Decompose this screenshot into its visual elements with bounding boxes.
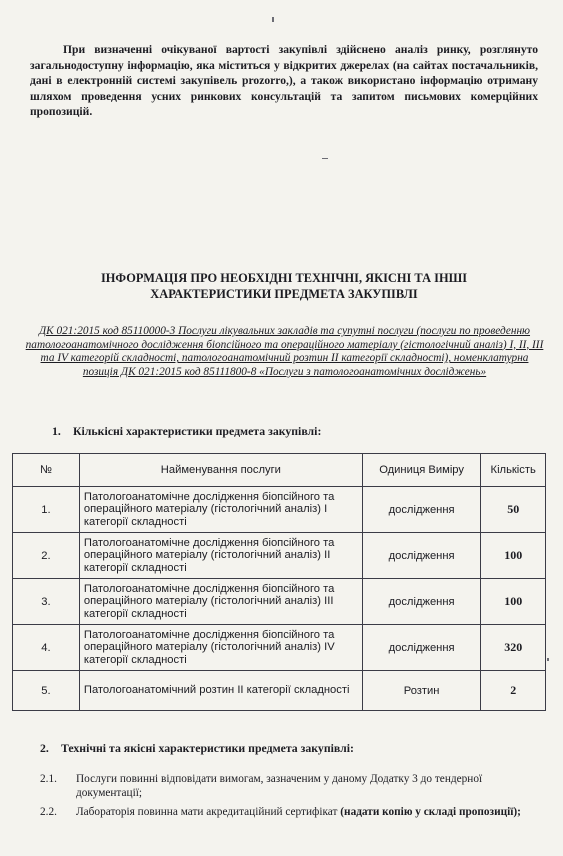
heading-line-1: ІНФОРМАЦІЯ ПРО НЕОБХІДНІ ТЕХНІЧНІ, ЯКІСНІ ТА ІНШІ [100,271,468,285]
item-text [40,805,530,819]
cell-qty: 320 [481,625,546,671]
item-text-bold: (надати копію у складі пропозиції); [340,806,521,818]
table-row [13,625,546,671]
list-item [40,772,530,800]
list-item [40,805,530,819]
cell-name: Патологоанатомічне дослідження біопсійного та операційного матеріалу (гістологічний аналіз) ІІІ категорії складності [79,579,362,625]
section-title-text: Кількісні характеристики предмета закупівлі: [72,424,322,438]
cell-no: 5. [13,671,80,711]
cell-qty: 100 [481,579,546,625]
item-number: 2.2. [40,806,57,818]
section-1-title [52,424,321,439]
table-row [13,533,546,579]
cell-name: Патологоанатомічне дослідження біопсійного та операційного матеріалу (гістологічний аналіз) І категорії складності [79,487,362,533]
scan-mark [547,658,549,661]
section-title-text: Технічні та якісні характеристики предмета закупівлі: [60,741,354,755]
scan-mark [322,158,328,159]
cell-name: Патологоанатомічне дослідження біопсійного та операційного матеріалу (гістологічний аналіз) ІІ категорії складності [79,533,362,579]
cell-unit: дослідження [362,625,481,671]
section-number: 1. [52,424,61,438]
dk-code-paragraph: ДК 021:2015 код 85110000-3 Послуги лікувальних закладів та супутні послуги (послуги по проведенню патологоанатомічного дослідження біопсійного та операційного матеріалу (гістологічний аналіз) І, ІІ, ІІІ та ІV категорій складності, патологоанатомічний розтин ІІ категорії складності), номенклатурна позиція ДК 021:2015 код 85111800-8 «Послуги з патологоанатомічних досліджень» [25,325,544,378]
intro-paragraph: При визначенні очікуваної вартості закупівлі здійснено аналіз ринку, розглянуто загальнодоступну інформацію, яка міститься у відкритих джерелах (на сайтах постачальників, дані в електронній системі закупівель prozorro,), а також використано інформацію отриману шляхом проведення усних ринкових консультацій та запитом письмових комерційних пропозицій. [30,43,538,118]
section-2-title [40,741,354,756]
cell-qty: 100 [481,533,546,579]
cell-no: 2. [13,533,80,579]
table-row [13,671,546,711]
cell-qty: 50 [481,487,546,533]
cell-no: 1. [13,487,80,533]
cell-no: 4. [13,625,80,671]
cell-unit: Розтин [362,671,481,711]
item-text-plain: Лабораторія повинна мати акредитаційний сертифікат [76,806,341,818]
header-unit: Одиниця Виміру [362,454,481,487]
header-name: Найменування послуги [79,454,362,487]
cell-unit: дослідження [362,487,481,533]
cell-unit: дослідження [362,533,481,579]
cell-qty: 2 [481,671,546,711]
item-text: Послуги повинні відповідати вимогам, зазначеним у даному Додатку 3 до тендерної документації; [76,773,483,799]
cell-name: Патологоанатомічне дослідження біопсійного та операційного матеріалу (гістологічний аналіз) ІV категорії складності [79,625,362,671]
scan-mark [272,17,274,22]
section-number: 2. [40,741,49,755]
services-table [12,453,546,711]
table-row [13,487,546,533]
table-row [13,579,546,625]
heading-line-2: ХАРАКТЕРИСТИКИ ПРЕДМЕТА ЗАКУПІВЛІ [150,287,418,301]
header-no: № [13,454,80,487]
document-heading [30,270,538,302]
item-number: 2.1. [40,773,57,785]
cell-name: Патологоанатомічний розтин ІІ категорії складності [79,671,362,711]
header-qty: Кількість [481,454,546,487]
cell-no: 3. [13,579,80,625]
table-header-row [13,454,546,487]
cell-unit: дослідження [362,579,481,625]
